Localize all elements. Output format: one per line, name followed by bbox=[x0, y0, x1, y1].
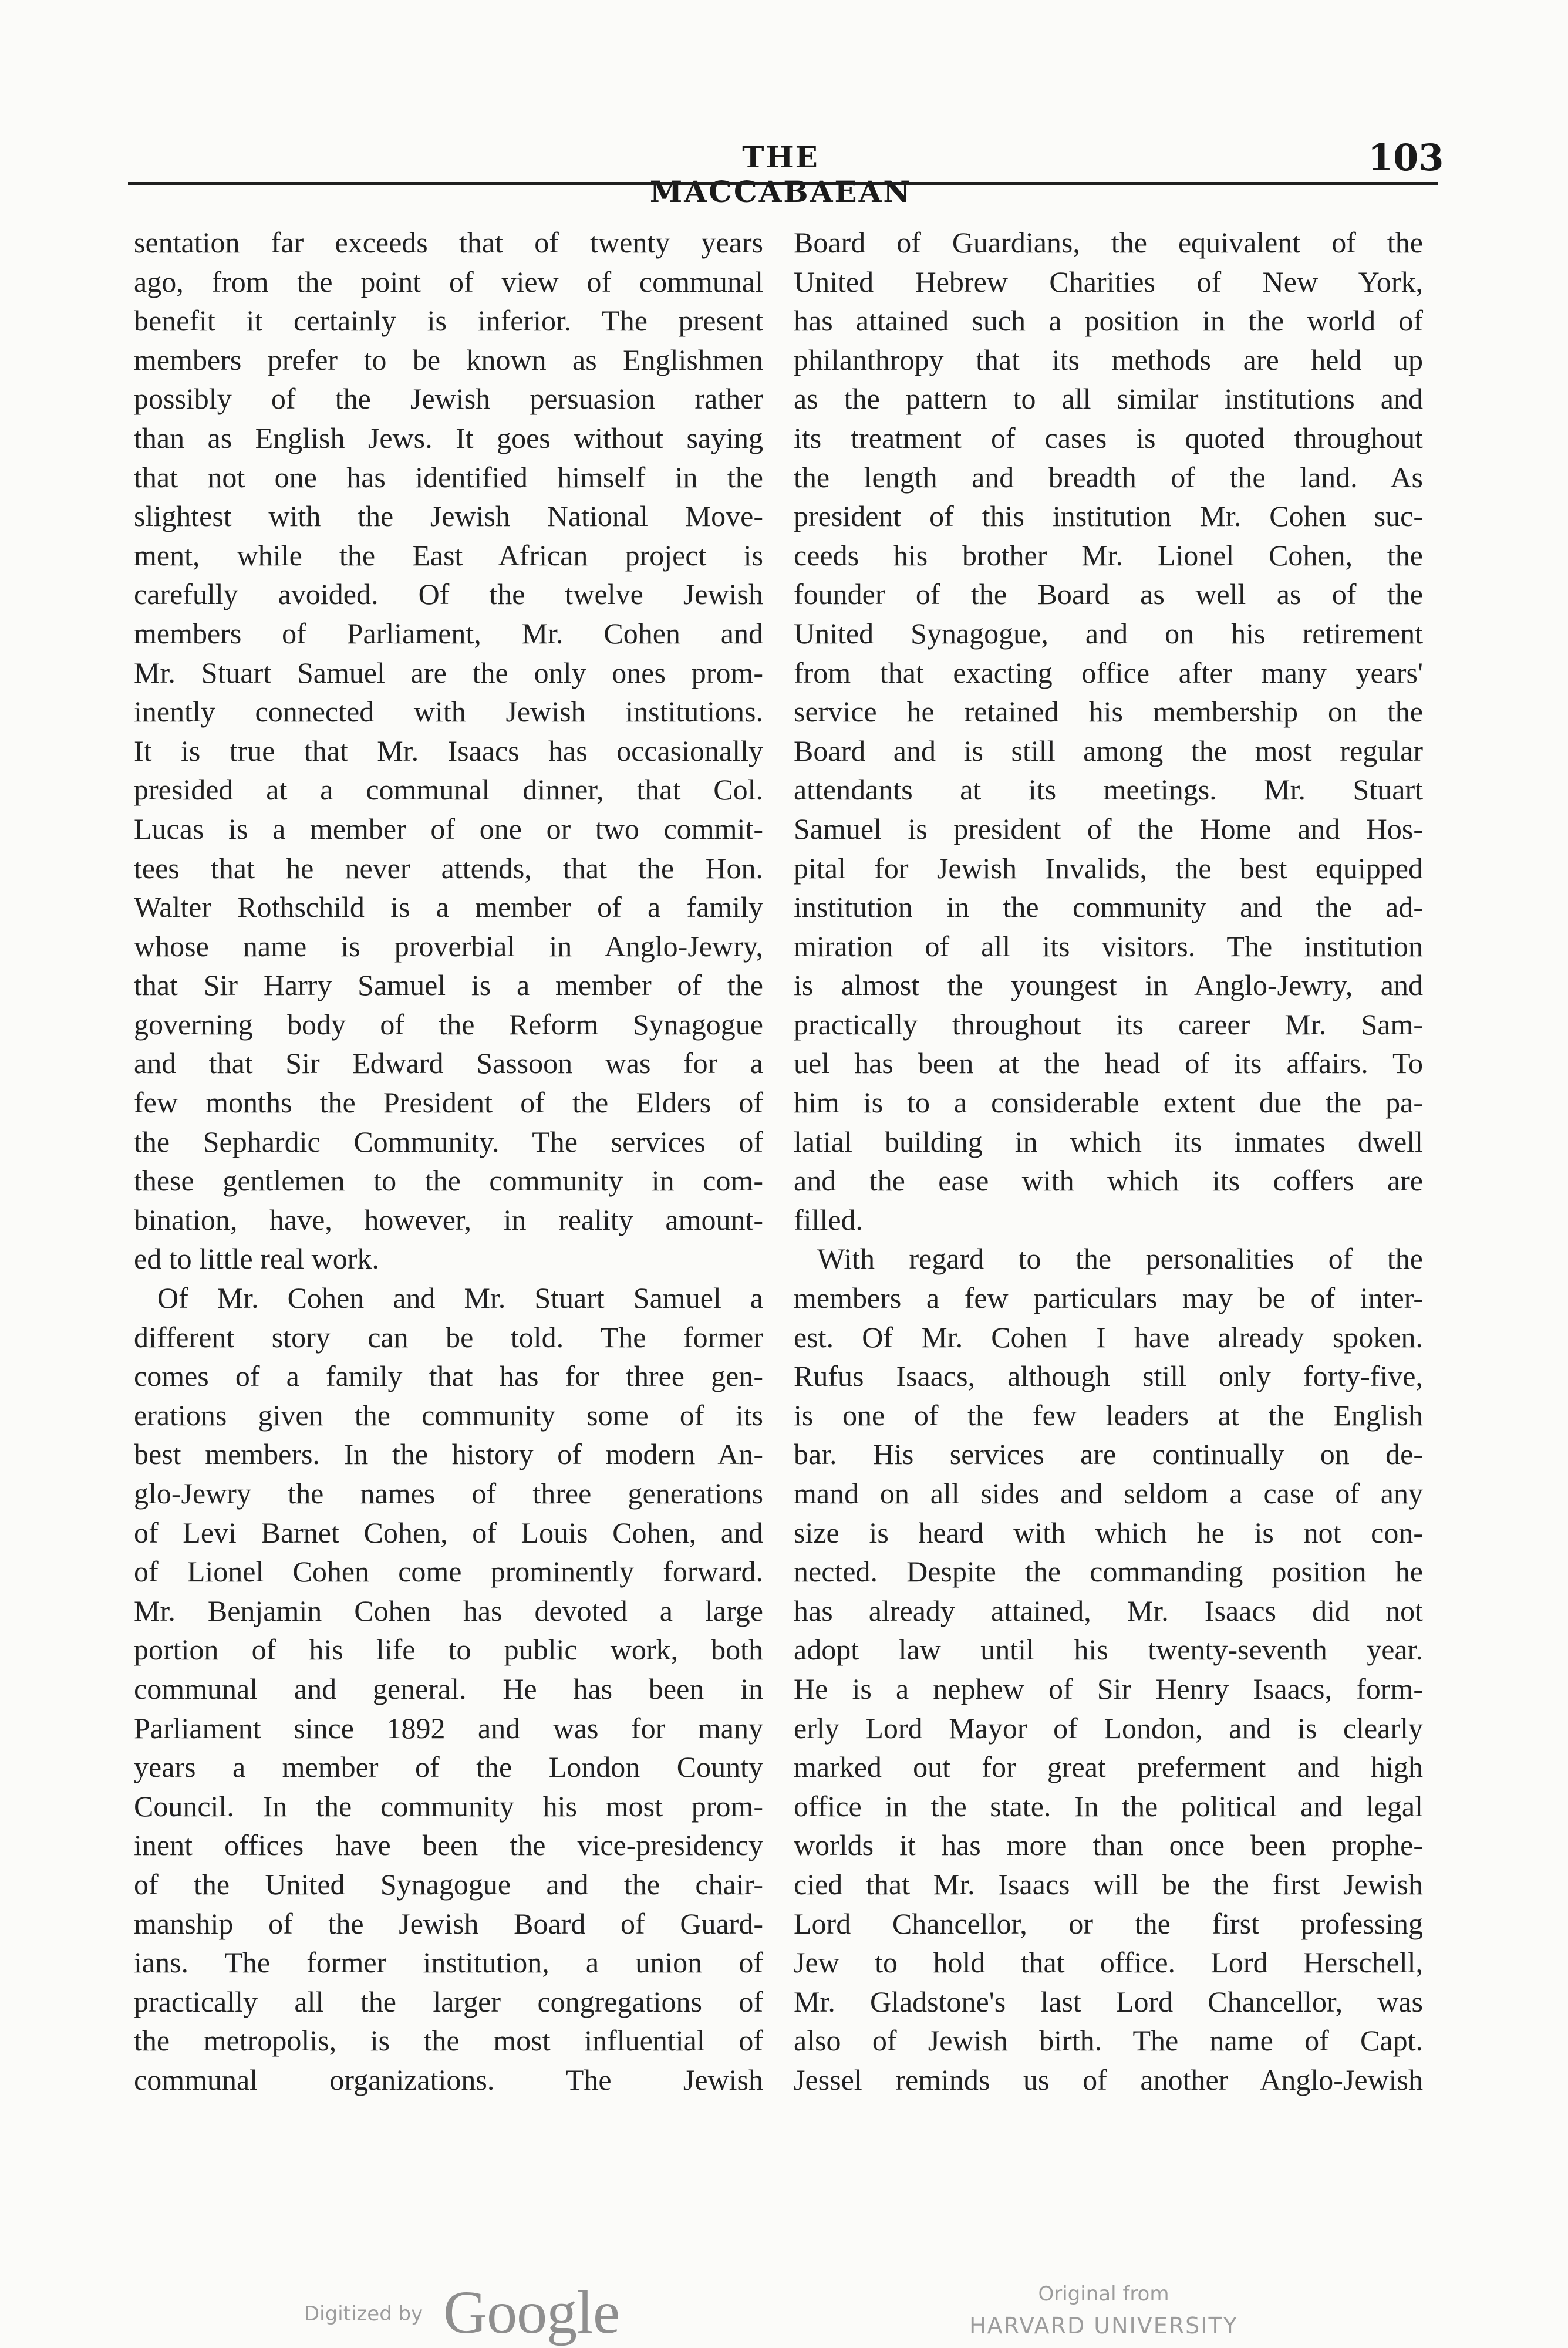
text-line: has attained such a position in the world of bbox=[794, 304, 1423, 338]
text-line: ceeds his brother Mr. Lionel Cohen, the bbox=[794, 538, 1423, 572]
text-line: Jessel reminds us of another Anglo-Jewish bbox=[794, 2063, 1423, 2096]
text-line: uel has been at the head of its affairs. To bbox=[794, 1047, 1423, 1080]
text-line: size is heard with which he is not con- bbox=[794, 1516, 1423, 1549]
text-line: bination, have, however, in reality amount- bbox=[134, 1203, 763, 1236]
text-line: practically all the larger congregations of bbox=[134, 1985, 763, 2018]
text-line: Samuel is president of the Home and Hos- bbox=[794, 812, 1423, 845]
text-line: that not one has identified himself in the bbox=[134, 460, 763, 494]
text-line: Mr. Gladstone's last Lord Chancellor, was bbox=[794, 1985, 1423, 2018]
google-logo: Google bbox=[443, 2279, 620, 2346]
text-line: mand on all sides and seldom a case of any bbox=[794, 1477, 1423, 1510]
text-line: and that Sir Edward Sassoon was for a bbox=[134, 1047, 763, 1080]
text-line: different story can be told. The former bbox=[134, 1320, 763, 1354]
running-title: THE MACCABAEAN bbox=[649, 140, 912, 209]
text-line: Walter Rothschild is a member of a family bbox=[134, 890, 763, 924]
text-line: attendants at its meetings. Mr. Stuart bbox=[794, 773, 1423, 807]
text-line: ed to little real work. bbox=[134, 1242, 379, 1276]
text-line: founder of the Board as well as of the bbox=[794, 578, 1423, 611]
text-line: tees that he never attends, that the Hon. bbox=[134, 851, 763, 885]
text-line: from that exacting office after many years' bbox=[794, 656, 1423, 689]
text-line: marked out for great preferment and high bbox=[794, 1750, 1423, 1784]
text-line: members prefer to be known as Englishmen bbox=[134, 343, 763, 376]
text-line: and the ease with which its coffers are bbox=[794, 1164, 1423, 1197]
text-line: of Levi Barnet Cohen, of Louis Cohen, and bbox=[134, 1516, 763, 1549]
text-line: latial building in which its inmates dwell bbox=[794, 1125, 1423, 1158]
text-line: pital for Jewish Invalids, the best equipped bbox=[794, 851, 1423, 885]
digitized-by-label: Digitized by bbox=[304, 2302, 423, 2326]
text-line: carefully avoided. Of the twelve Jewish bbox=[134, 578, 763, 611]
text-line: the length and breadth of the land. As bbox=[794, 460, 1423, 494]
text-line: practically throughout its career Mr. Sam- bbox=[794, 1007, 1423, 1041]
text-line: miration of all its visitors. The institution bbox=[794, 929, 1423, 963]
text-line: president of this institution Mr. Cohen suc- bbox=[794, 500, 1423, 533]
text-line: him is to a considerable extent due the pa- bbox=[794, 1086, 1423, 1119]
text-line: Board of Guardians, the equivalent of the bbox=[794, 226, 1423, 259]
left-column bbox=[134, 223, 763, 2100]
text-line: He is a nephew of Sir Henry Isaacs, form- bbox=[794, 1672, 1423, 1705]
text-line: portion of his life to public work, both bbox=[134, 1633, 763, 1666]
text-line: governing body of the Reform Synagogue bbox=[134, 1007, 763, 1041]
text-line: philanthropy that its methods are held up bbox=[794, 343, 1423, 376]
text-line: communal and general. He has been in bbox=[134, 1672, 763, 1705]
text-line: Lord Chancellor, or the first professing bbox=[794, 1907, 1423, 1940]
text-line: sentation far exceeds that of twenty years bbox=[134, 226, 763, 259]
text-line: best members. In the history of modern An- bbox=[134, 1438, 763, 1471]
text-line: members of Parliament, Mr. Cohen and bbox=[134, 616, 763, 650]
text-line: Rufus Isaacs, although still only forty-five, bbox=[794, 1359, 1423, 1393]
text-line: inently connected with Jewish institutions. bbox=[134, 695, 763, 728]
text-line: presided at a communal dinner, that Col. bbox=[134, 773, 763, 807]
text-line: is almost the youngest in Anglo-Jewry, and bbox=[794, 969, 1423, 1002]
header-rule bbox=[128, 182, 1438, 185]
text-line: communal organizations. The Jewish bbox=[134, 2063, 763, 2096]
text-line: est. Of Mr. Cohen I have already spoken. bbox=[794, 1320, 1423, 1354]
text-line: erations given the community some of its bbox=[134, 1398, 763, 1432]
text-line: erly Lord Mayor of London, and is clearly bbox=[794, 1711, 1423, 1745]
text-line: few months the President of the Elders of bbox=[134, 1086, 763, 1119]
text-line: years a member of the London County bbox=[134, 1750, 763, 1784]
page-number: 103 bbox=[1368, 136, 1444, 179]
text-line: filled. bbox=[794, 1203, 864, 1236]
text-line: office in the state. In the political and legal bbox=[794, 1789, 1423, 1823]
text-line: It is true that Mr. Isaacs has occasionally bbox=[134, 734, 763, 767]
text-line: worlds it has more than once been prophe- bbox=[794, 1829, 1423, 1862]
text-line: as the pattern to all similar institutions and bbox=[794, 382, 1423, 416]
text-line: its treatment of cases is quoted throughout bbox=[794, 421, 1423, 454]
text-line: also of Jewish birth. The name of Capt. bbox=[794, 2024, 1423, 2057]
text-line: inent offices have been the vice-presidency bbox=[134, 1829, 763, 1862]
text-line: service he retained his membership on the bbox=[794, 695, 1423, 728]
text-line: bar. His services are continually on de- bbox=[794, 1438, 1423, 1471]
text-line: of the United Synagogue and the chair- bbox=[134, 1867, 763, 1901]
text-line: comes of a family that has for three gen- bbox=[134, 1359, 763, 1393]
text-line: manship of the Jewish Board of Guard- bbox=[134, 1907, 763, 1940]
text-line: whose name is proverbial in Anglo-Jewry, bbox=[134, 929, 763, 963]
text-line: glo-Jewry the names of three generations bbox=[134, 1477, 763, 1510]
text-line: nected. Despite the commanding position he bbox=[794, 1555, 1423, 1588]
text-line: cied that Mr. Isaacs will be the first Jewish bbox=[794, 1867, 1423, 1901]
text-line: institution in the community and the ad- bbox=[794, 890, 1423, 924]
text-line: possibly of the Jewish persuasion rather bbox=[134, 382, 763, 416]
text-line: Board and is still among the most regular bbox=[794, 734, 1423, 767]
text-line: Jew to hold that office. Lord Herschell, bbox=[794, 1946, 1423, 1979]
text-line: United Synagogue, and on his retirement bbox=[794, 616, 1423, 650]
text-line: the metropolis, is the most influential of bbox=[134, 2024, 763, 2057]
text-line: ment, while the East African project is bbox=[134, 538, 763, 572]
text-line: ians. The former institution, a union of bbox=[134, 1946, 763, 1979]
text-line: Mr. Stuart Samuel are the only ones prom- bbox=[134, 656, 763, 689]
text-line: adopt law until his twenty-seventh year. bbox=[794, 1633, 1423, 1666]
text-line: With regard to the personalities of the bbox=[817, 1242, 1423, 1276]
original-from-label: Original from bbox=[1038, 2282, 1169, 2306]
text-line: United Hebrew Charities of New York, bbox=[794, 265, 1423, 298]
text-line: Mr. Benjamin Cohen has devoted a large bbox=[134, 1594, 763, 1627]
text-line: than as English Jews. It goes without saying bbox=[134, 421, 763, 454]
text-line: Council. In the community his most prom- bbox=[134, 1789, 763, 1823]
text-line: has already attained, Mr. Isaacs did not bbox=[794, 1594, 1423, 1627]
right-column bbox=[794, 223, 1423, 2100]
text-line: of Lionel Cohen come prominently forward. bbox=[134, 1555, 763, 1588]
text-line: ago, from the point of view of communal bbox=[134, 265, 763, 298]
text-line: Of Mr. Cohen and Mr. Stuart Samuel a bbox=[157, 1281, 763, 1315]
text-line: Lucas is a member of one or two commit- bbox=[134, 812, 763, 845]
text-line: slightest with the Jewish National Move- bbox=[134, 500, 763, 533]
text-line: these gentlemen to the community in com- bbox=[134, 1164, 763, 1197]
text-line: Parliament since 1892 and was for many bbox=[134, 1711, 763, 1745]
text-line: the Sephardic Community. The services of bbox=[134, 1125, 763, 1158]
text-line: members a few particulars may be of inter- bbox=[794, 1281, 1423, 1315]
source-institution: HARVARD UNIVERSITY bbox=[969, 2313, 1238, 2339]
text-line: is one of the few leaders at the English bbox=[794, 1398, 1423, 1432]
text-line: benefit it certainly is inferior. The present bbox=[134, 304, 763, 338]
text-line: that Sir Harry Samuel is a member of the bbox=[134, 969, 763, 1002]
